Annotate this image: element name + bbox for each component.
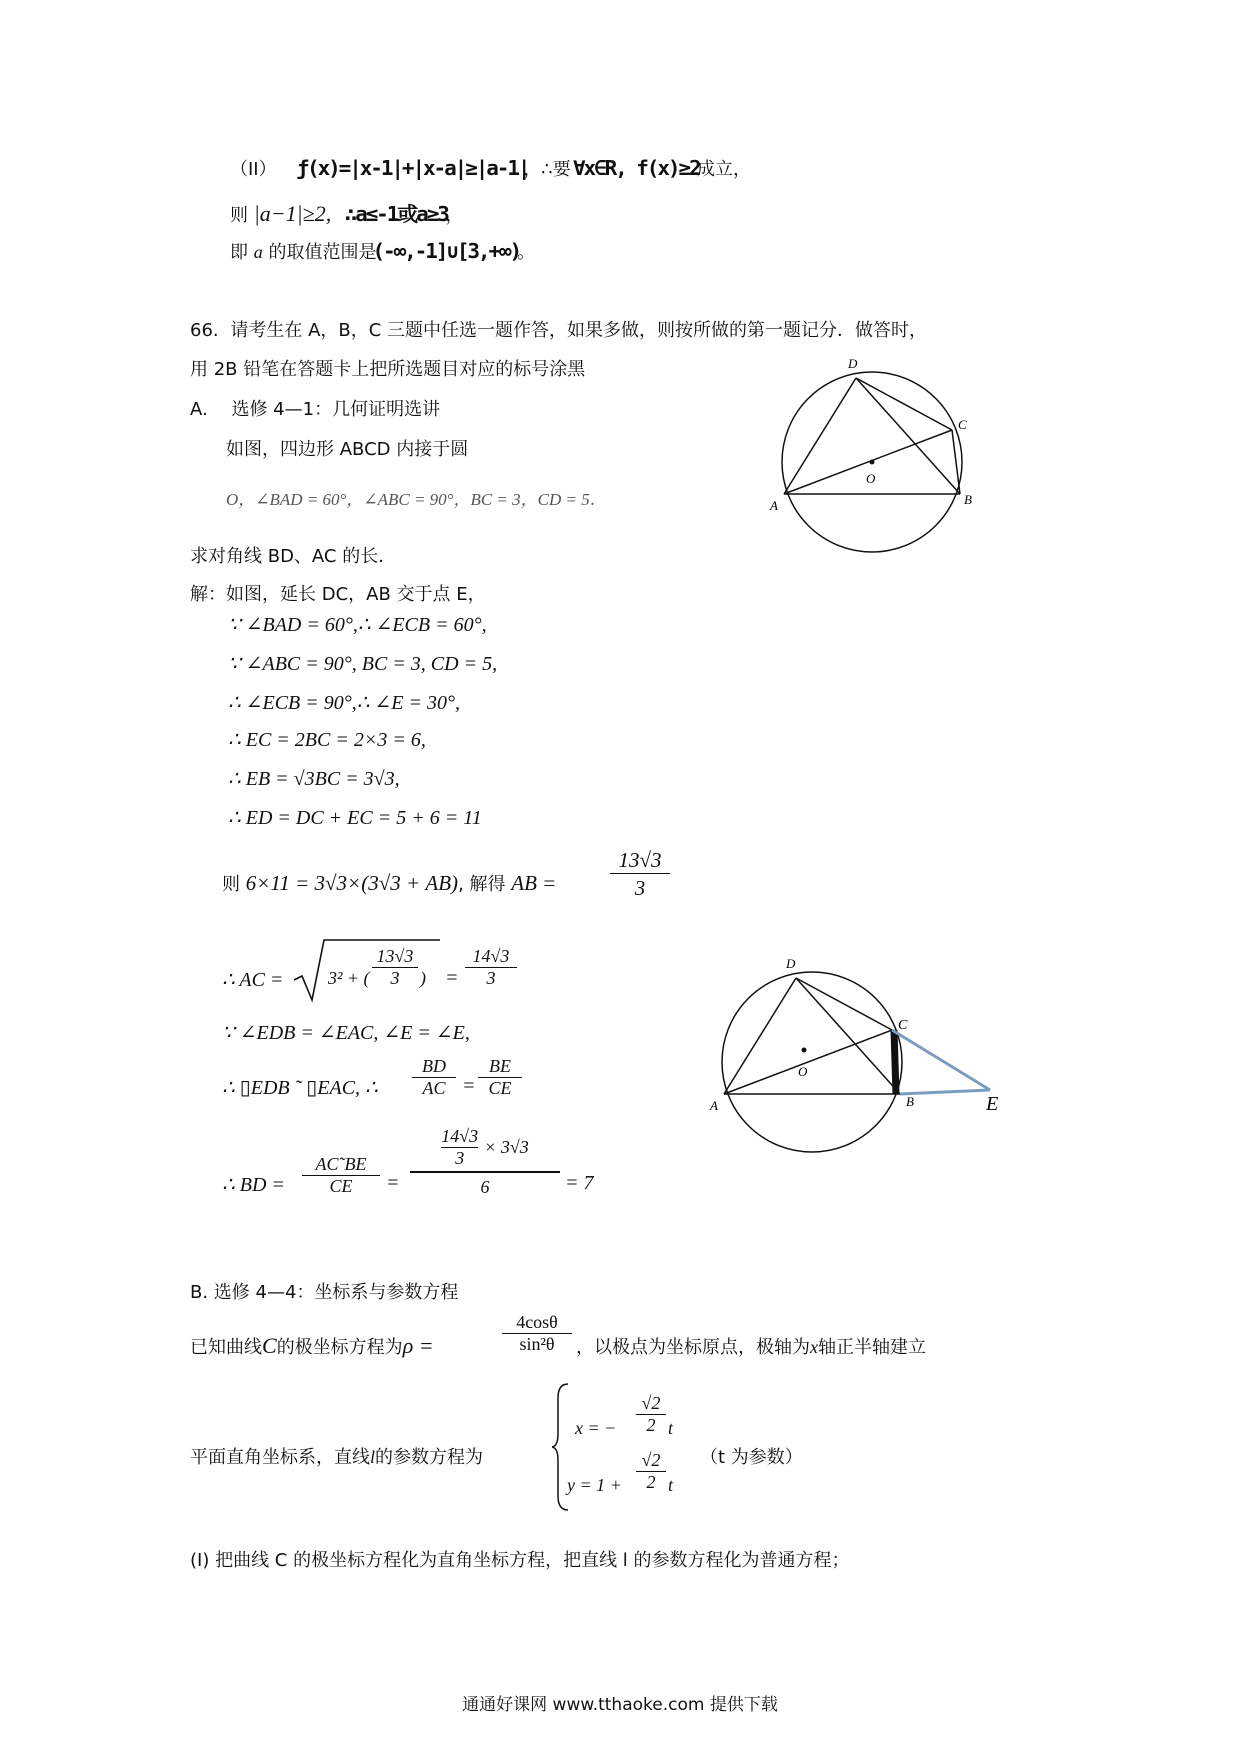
ac-eq: = <box>445 967 459 989</box>
fraction-denominator: 3 <box>372 967 418 989</box>
ac-result-fraction <box>465 946 517 989</box>
bd-eq1: = <box>386 1172 400 1194</box>
label-d: D <box>848 356 858 371</box>
segment-ad <box>724 978 796 1094</box>
fraction-numerator: 14√3 <box>472 946 510 966</box>
section-b-title: B. 选修 4—4：坐标系与参数方程 <box>190 1282 459 1303</box>
center-point <box>870 460 875 465</box>
ab-equation <box>222 870 556 896</box>
text: 的参数方程为 <box>375 1447 484 1468</box>
text: ， <box>445 205 464 226</box>
math-expression: O，∠BAD = 60°，∠ABC = 90°，BC = 3，CD = 5 <box>226 490 590 509</box>
ac-lhs: ∴ AC = <box>222 969 284 991</box>
step-5: ∴ EB = √3BC = 3√3, <box>228 768 400 790</box>
section-label: A. <box>190 399 208 420</box>
fraction-denominator: CE <box>478 1077 522 1099</box>
section-b-line1-cont <box>576 1333 926 1359</box>
math-expression: AB = <box>511 871 557 895</box>
label-a: A <box>770 498 778 513</box>
segment-ad <box>784 378 856 494</box>
math-expression: × 3√3 <box>484 1137 529 1157</box>
q66-line1 <box>190 316 927 342</box>
part2-line2 <box>230 198 463 227</box>
part1-question: (I) 把曲线 C 的极坐标方程化为直角坐标方程，把直线 l 的参数方程化为普通方程； <box>190 1550 850 1571</box>
garbled-expression: (-∞,-1]∪[3,+∞) <box>372 239 521 263</box>
param-note: （t 为参数） <box>700 1447 803 1468</box>
fraction-denominator: CE <box>302 1175 380 1197</box>
part2-label: （II） <box>230 159 277 180</box>
section-b-line2 <box>190 1443 483 1469</box>
label-b: B <box>964 492 972 507</box>
sim-fraction-1 <box>412 1056 456 1099</box>
extension-ce <box>892 1030 990 1090</box>
label-c: C <box>958 417 967 432</box>
step-angles: ∵ ∠EDB = ∠EAC, ∠E = ∠E, <box>222 1022 470 1044</box>
text: 请考生在 A，B，C 三题中任选一题作答，如果多做，则按所做的第一题记分．做答时， <box>230 320 928 341</box>
fraction-denominator: 2 <box>636 1414 666 1436</box>
sim-text: ∴ ▯EDB ˜ ▯EAC, ∴ <box>222 1077 378 1099</box>
param-y-lhs: y = 1 + <box>567 1475 622 1495</box>
figure-1-circle-quadrilateral <box>760 350 1000 560</box>
text: , 解得 <box>458 874 506 895</box>
ac-radicand-a: 3² + ( <box>328 968 370 988</box>
segment-dc <box>856 378 952 430</box>
ac-inner-fraction <box>372 946 418 989</box>
text: 成立， <box>696 159 751 180</box>
q66-line2: 用 2B 铅笔在答题卡上把所选题目对应的标号涂黑 <box>190 359 586 380</box>
math-var: l <box>370 1447 376 1467</box>
problem-line1: 如图，四边形 ABCD 内接于圆 <box>226 439 469 460</box>
label-b: B <box>906 1094 914 1109</box>
label-d: D <box>786 956 796 971</box>
ask-line: 求对角线 BD、AC 的长． <box>190 546 397 567</box>
section-title: 选修 4—1：几何证明选讲 <box>231 399 441 420</box>
fraction-numerator: 4cosθ <box>516 1312 558 1332</box>
label-o: O <box>798 1064 808 1079</box>
footer-credit: 通通好课网 www.tthaoke.com 提供下载 <box>462 1695 778 1715</box>
fraction-numerator: BD <box>422 1056 446 1076</box>
math-var: C <box>262 1333 277 1358</box>
math-var: a <box>253 242 263 262</box>
part2-line1 <box>230 155 751 181</box>
bd-big-numerator <box>410 1126 560 1169</box>
solution-intro: 解：如图，延长 DC，AB 交于点 E， <box>190 584 486 605</box>
label-c: C <box>898 1018 908 1033</box>
garbled-expression: ∴a≤-1或a≥3 <box>344 202 448 226</box>
text: ，∴要 <box>523 159 571 180</box>
fraction-numerator: BE <box>489 1056 511 1076</box>
param-x-fraction <box>636 1393 666 1436</box>
diagonal-ac <box>724 1030 892 1094</box>
text: 即 <box>230 242 248 263</box>
fraction-numerator: AC˜BE <box>315 1154 367 1174</box>
math-var: x <box>810 1337 818 1357</box>
math-expression: |a−1|≥2, <box>253 201 332 226</box>
text: 的取值范围是 <box>268 242 377 263</box>
text: 平面直角坐标系，直线 <box>190 1447 370 1468</box>
step-2: ∵ ∠ABC = 90°, BC = 3, CD = 5, <box>228 653 498 675</box>
figure-2-extended <box>700 950 1020 1170</box>
param-y-fraction <box>636 1450 666 1493</box>
step-6: ∴ ED = DC + EC = 5 + 6 = 11 <box>228 807 482 829</box>
text: 。 <box>517 242 536 263</box>
sim-eq: = <box>462 1075 476 1097</box>
fraction-numerator: 14√3 <box>441 1126 479 1146</box>
section-a-heading <box>190 395 440 421</box>
fraction-denominator: 6 <box>410 1171 560 1198</box>
fraction-numerator: √2 <box>641 1393 661 1413</box>
fraction-numerator: 13√3 <box>376 946 414 966</box>
text: ，以极点为坐标原点，极轴为 <box>576 1337 810 1358</box>
fraction-denominator: 2 <box>636 1471 666 1493</box>
fraction-denominator: 3 <box>610 873 670 901</box>
label-a: A <box>710 1098 718 1113</box>
fraction-denominator: AC <box>412 1077 456 1099</box>
segment-dc <box>796 978 892 1030</box>
question-number: 66. <box>190 320 219 341</box>
text: 轴正半轴建立 <box>818 1337 926 1358</box>
fraction-denominator: 3 <box>465 967 517 989</box>
ab-fraction <box>610 848 670 901</box>
fraction-denominator: 3 <box>441 1147 478 1169</box>
math-expression: 6×11 = 3√3×(3√3 + AB) <box>245 871 459 895</box>
diagonal-db <box>796 978 900 1094</box>
bd-inner-fraction <box>441 1126 478 1169</box>
bd-big-fraction <box>410 1126 560 1198</box>
problem-line2 <box>226 485 595 510</box>
bd-fraction <box>302 1154 380 1197</box>
rho-fraction <box>502 1312 572 1355</box>
garbled-expression: ∀x∈R, f(x)≥2 <box>573 156 700 180</box>
bd-result: = 7 <box>565 1172 594 1194</box>
part2-line3 <box>230 238 535 264</box>
param-x-lhs: x = − <box>575 1418 617 1438</box>
label-e: E <box>986 1093 999 1115</box>
section-b-line1 <box>190 1333 434 1359</box>
center-point <box>802 1048 807 1053</box>
segment-cb-bold <box>894 1030 896 1094</box>
step-1: ∵ ∠BAD = 60°,∴ ∠ECB = 60°, <box>228 614 487 636</box>
param-y-t: t <box>668 1475 674 1495</box>
label-o: O <box>866 471 876 486</box>
ac-radicand-b: ) <box>420 968 426 988</box>
text: 的极坐标方程为 <box>276 1337 403 1358</box>
text: . <box>589 490 596 510</box>
text: 则 <box>230 205 248 226</box>
fraction-numerator: 13√3 <box>618 848 662 872</box>
step-4: ∴ EC = 2BC = 2×3 = 6, <box>228 729 426 751</box>
garbled-expression: ƒ(x)=|x-1|+|x-a|≥|a-1| <box>296 156 529 180</box>
step-3: ∴ ∠ECB = 90°,∴ ∠E = 30°, <box>228 692 460 714</box>
param-x-t: t <box>668 1418 674 1438</box>
fraction-denominator: sin²θ <box>502 1333 572 1355</box>
text: 已知曲线 <box>190 1337 262 1358</box>
sim-fraction-2 <box>478 1056 522 1099</box>
bd-lhs: ∴ BD = <box>222 1174 285 1196</box>
math-expression: ρ = <box>402 1333 434 1358</box>
fraction-numerator: √2 <box>641 1450 661 1470</box>
circle <box>722 972 902 1152</box>
text: 则 <box>222 874 240 895</box>
